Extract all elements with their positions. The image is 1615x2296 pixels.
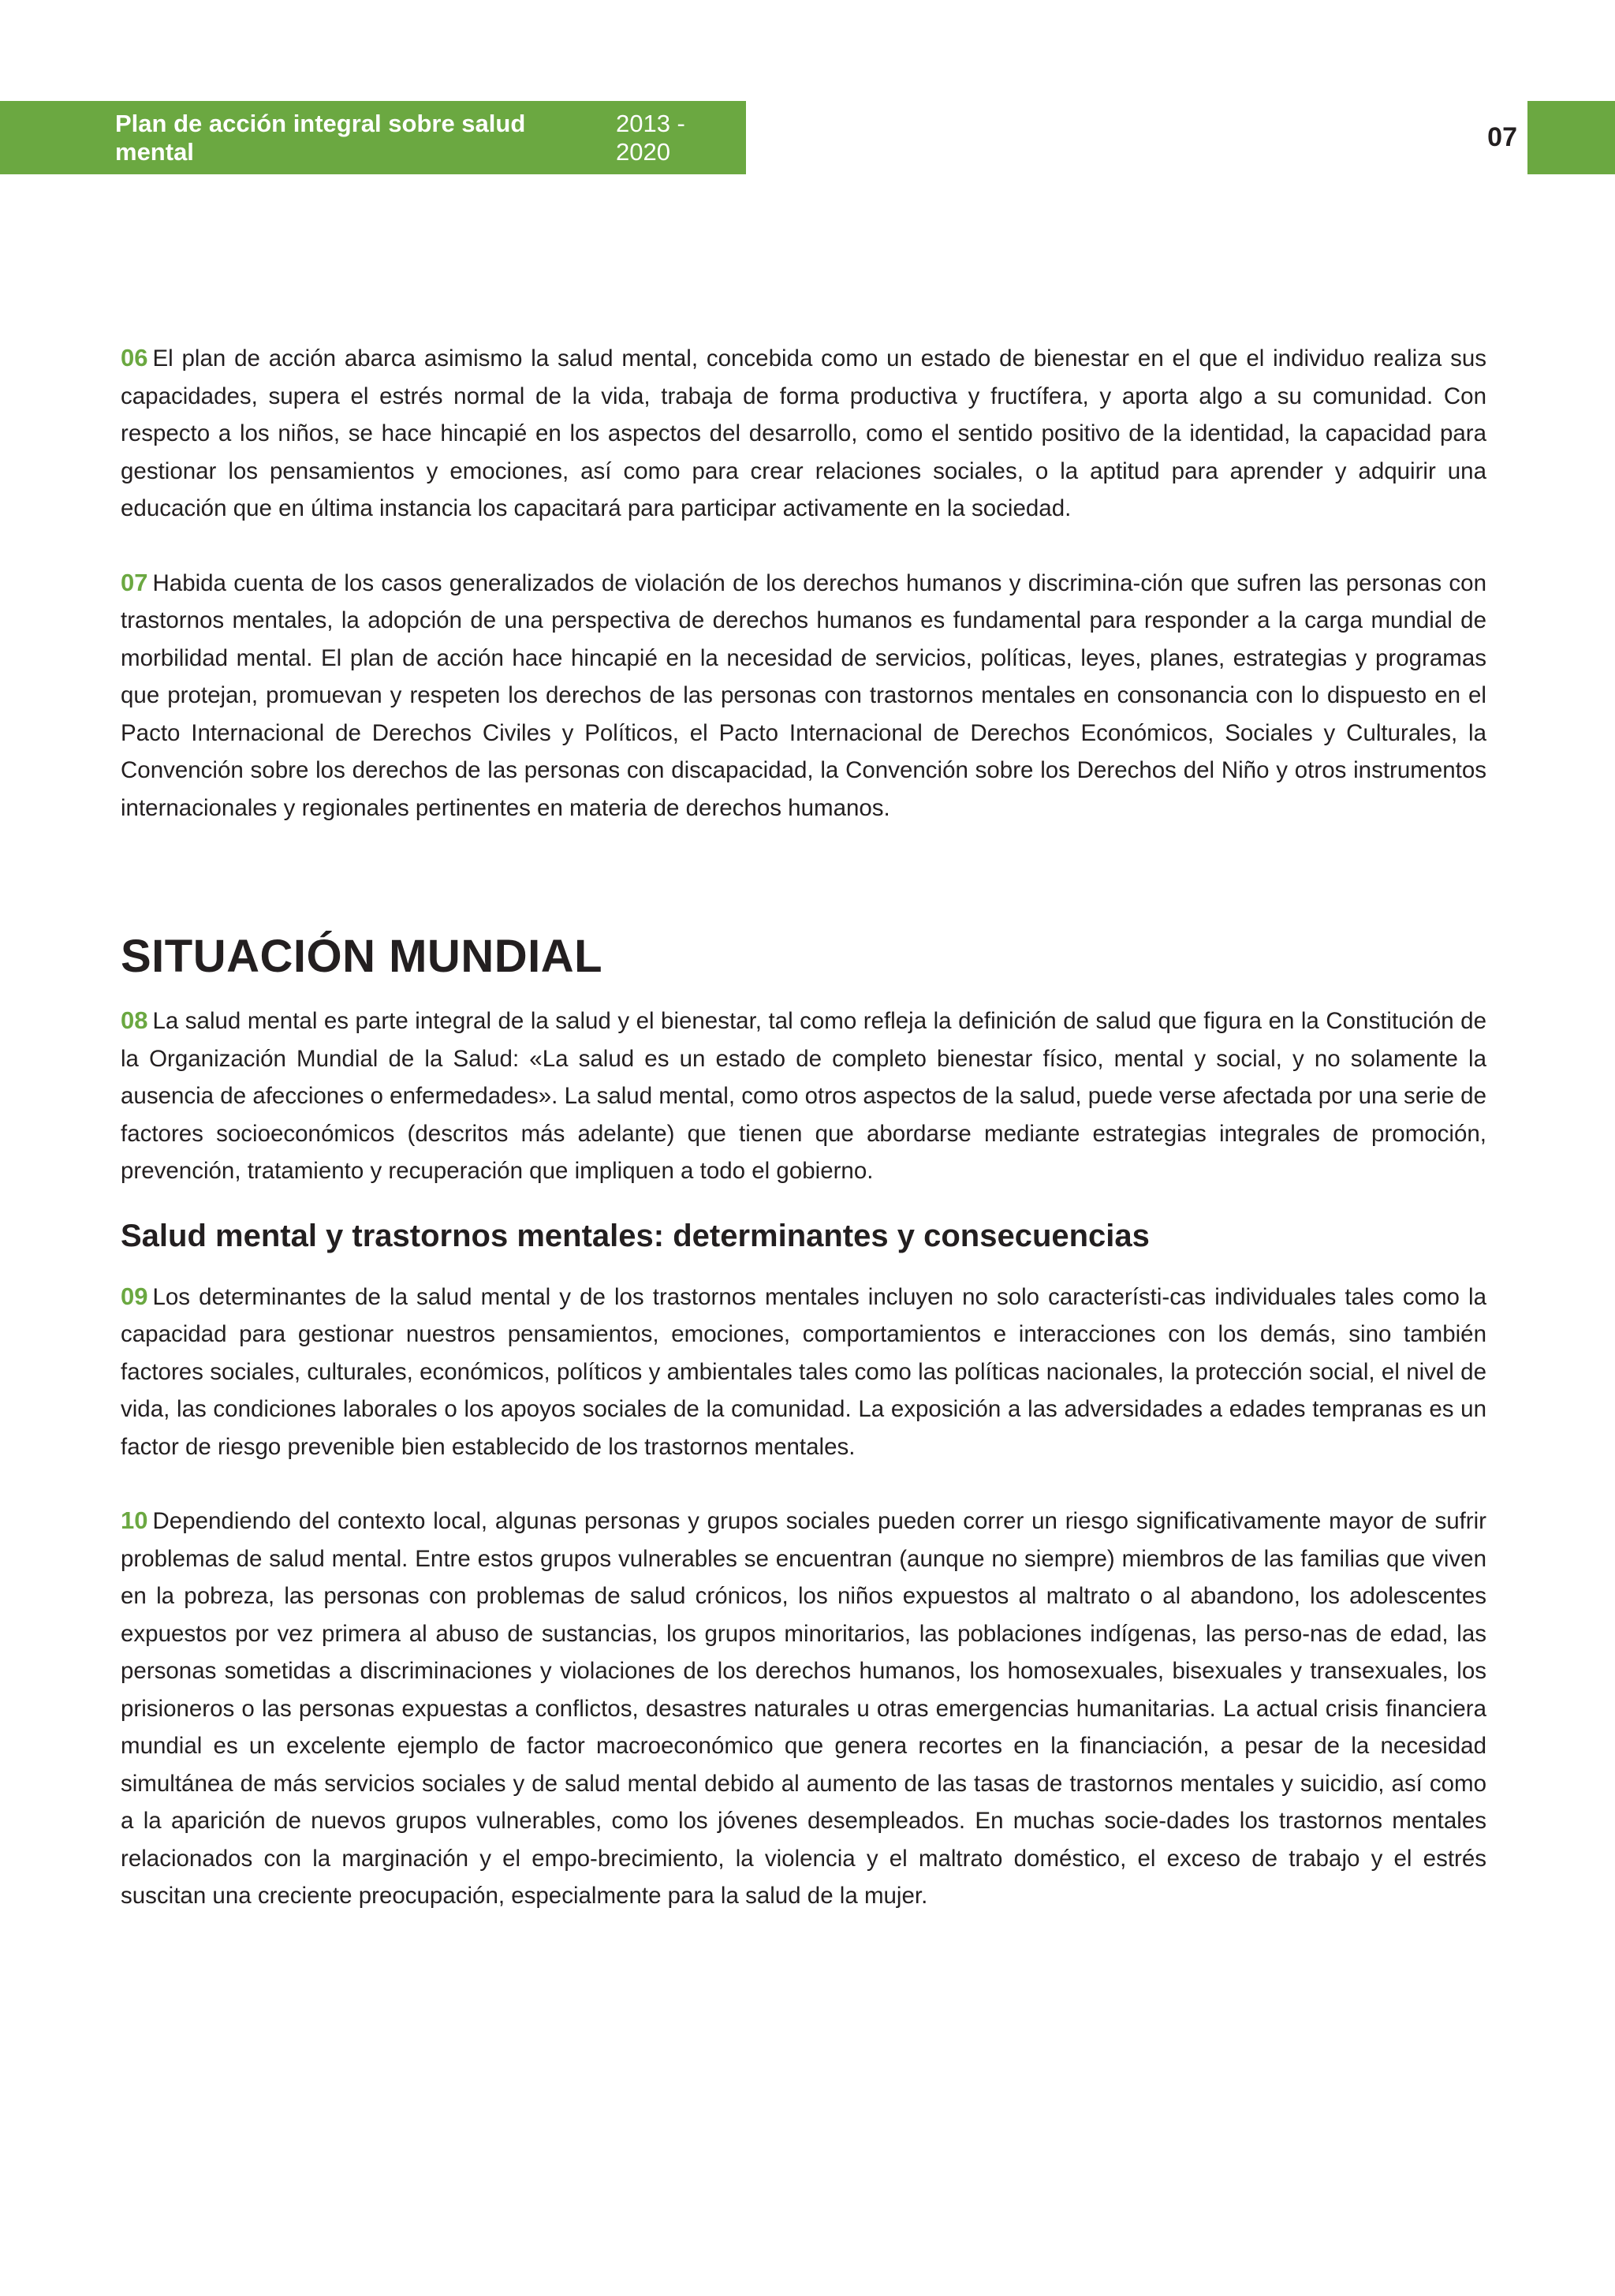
section-title: SITUACIÓN MUNDIAL <box>121 931 603 982</box>
document-years: 2013 - 2020 <box>615 109 685 166</box>
paragraph-text: Los determinantes de la salud mental y de los trastornos mentales incluyen no solo característi-cas individuales tales como la capacidad para gestionar nuestros pensamientos, emociones, comportamientos e interacciones con los demás, sino también factores sociales, culturales, económicos, políticos y ambientales tales como las políticas nacionales, la protección social, el nivel de vida, las condiciones laborales o los apoyos sociales de la comunidad. La exposición a las adversidades a edades tempranas es un factor de riesgo prevenible bien establecido de los trastornos mentales. <box>121 1283 1486 1460</box>
paragraph-number: 07 <box>121 568 148 596</box>
paragraph-06 <box>121 339 1486 528</box>
paragraph-number: 10 <box>121 1506 148 1534</box>
document-title: Plan de acción integral sobre salud mental <box>115 109 526 166</box>
corner-tab <box>1527 101 1615 174</box>
paragraph-text: Habida cuenta de los casos generalizados de violación de los derechos humanos y discrimina-ción que sufren las personas con trastornos mentales, la adopción de una perspectiva de derechos humanos es fundamental para responder a la carga mundial de morbilidad mental. El plan de acción hace hincapié en la necesidad de servicios, políticas, leyes, planes, estrategias y programas que protejan, promuevan y respeten los derechos de las personas con trastornos mentales en consonancia con lo dispuesto en el Pacto Internacional de Derechos Civiles y Políticos, el Pacto Internacional de Derechos Económicos, Sociales y Culturales, la Convención sobre los derechos de las personas con discapacidad, la Convención sobre los Derechos del Niño y otros instrumentos internacionales y regionales pertinentes en materia de derechos humanos. <box>121 569 1486 821</box>
paragraph-text: Dependiendo del contexto local, algunas personas y grupos sociales pueden correr un riesgo significativamente mayor de sufrir problemas de salud mental. Entre estos grupos vulnerables se encuentran (aunque no siempre) miembros de las familias que viven en la pobreza, las personas con problemas de salud crónicos, los niños expuestos al maltrato o al abandono, los adolescentes expuestos por vez primera al abuso de sustancias, los grupos minoritarios, las poblaciones indígenas, las perso-nas de edad, las personas sometidas a discriminaciones y violaciones de los derechos humanos, los homosexuales, bisexuales y transexuales, los prisioneros o las personas expuestas a conflictos, desastres naturales u otras emergencias humanitarias. La actual crisis financiera mundial es un excelente ejemplo de factor macroeconómico que genera recortes en la financiación, a pesar de la necesidad simultánea de más servicios sociales y de salud mental debido al aumento de las tasas de trastornos mentales y suicidio, así como a la aparición de nuevos grupos vulnerables, como los jóvenes desempleados. En muchas socie-dades los trastornos mentales relacionados con la marginación y el empo-brecimiento, la violencia y el maltrato doméstico, el exceso de trabajo y el estrés suscitan una creciente preocupación, especialmente para la salud de la mujer. <box>121 1508 1486 1909</box>
page-content <box>121 339 1486 1915</box>
paragraph-text: La salud mental es parte integral de la salud y el bienestar, tal como refleja la definición de salud que figura en la Constitución de la Organización Mundial de la Salud: «La salud es un estado de completo bienestar físico, mental y social, y no solamente la ausencia de afecciones o enfermedades». La salud mental, como otros aspectos de la salud, puede verse afectada por una serie de factores socioeconómicos (descritos más adelante) que tienen que abordarse mediante estrategias integrales de promoción, prevención, tratamiento y recuperación que impliquen a todo el gobierno. <box>121 1008 1486 1184</box>
paragraph-number: 06 <box>121 344 148 371</box>
paragraph-10 <box>121 1502 1486 1915</box>
paragraph-text: El plan de acción abarca asimismo la salud mental, concebida como un estado de bienestar en el que el individuo realiza sus capacidades, supera el estrés normal de la vida, trabaja de forma productiva y fructífera, y aporta algo a su comunidad. Con respecto a los niños, se hace hincapié en los aspectos del desarrollo, como el sentido positivo de la identidad, la capacidad para gestionar los pensamientos y emociones, así como para crear relaciones sociales, o la aptitud para aprender y adquirir una educación que en última instancia los capacitará para participar activamente en la sociedad. <box>121 345 1486 521</box>
paragraph-number: 09 <box>121 1282 148 1310</box>
paragraph-08 <box>121 1002 1486 1190</box>
paragraph-09 <box>121 1278 1486 1466</box>
subsection-title: Salud mental y trastornos mentales: determinantes y consecuencias <box>121 1218 1150 1253</box>
page-number: 07 <box>1487 122 1517 152</box>
paragraph-number: 08 <box>121 1006 148 1034</box>
paragraph-07 <box>121 564 1486 827</box>
header-band <box>0 101 746 174</box>
